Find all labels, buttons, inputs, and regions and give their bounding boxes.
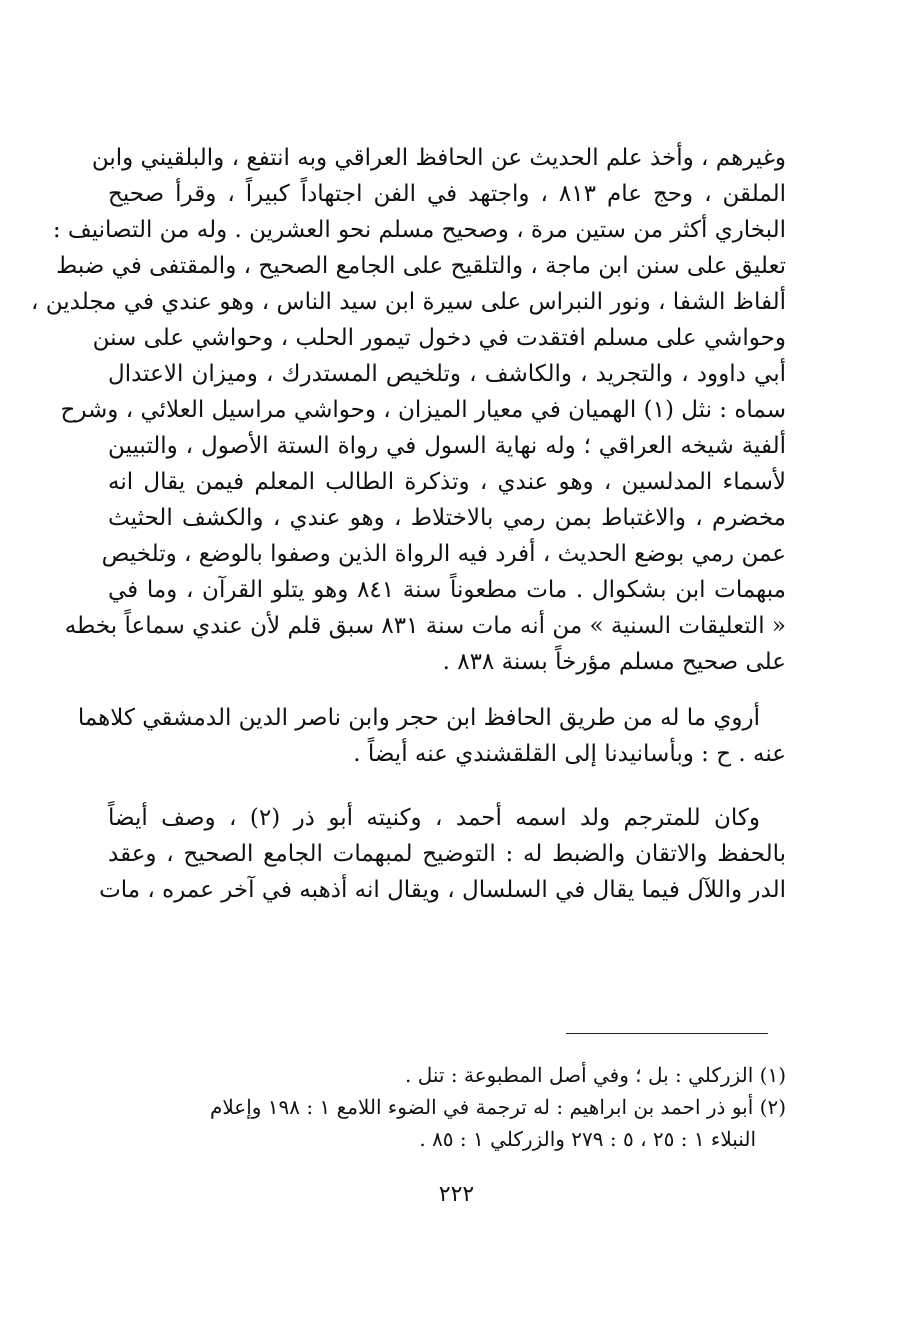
text-line: ألفية شيخه العراقي ؛ وله نهاية السول في رواة الستة الأصول ، والتبيين	[108, 433, 786, 459]
footnote-2: (٢) أبو ذر احمد بن ابراهيم : له ترجمة في الضوء اللامع ١ : ١٩٨ وإعلام	[209, 1095, 786, 1119]
text-line: وحواشي على مسلم افتقدت في دخول تيمور الحلب ، وحواشي على سنن	[92, 325, 786, 351]
text-line: البخاري أكثر من ستين مرة ، وصحيح مسلم نحو العشرين . وله من التصانيف :	[52, 217, 786, 243]
footnote-separator	[566, 1033, 768, 1034]
text-line: على صحيح مسلم مؤرخاً بسنة ٨٣٨ .	[442, 649, 786, 675]
text-line: عنه . ح : وبأسانيدنا إلى القلقشندي عنه أيضاً .	[353, 741, 786, 767]
text-line: بالحفظ والاتقان والضبط له : التوضيح لمبهمات الجامع الصحيح ، وعقد	[108, 841, 786, 867]
text-line: مبهمات ابن بشكوال . مات مطعوناً سنة ٨٤١ وهو يتلو القرآن ، وما في	[108, 577, 786, 603]
text-line: مخضرم ، والاغتباط بمن رمي بالاختلاط ، وهو عندي ، والكشف الحثيث	[108, 505, 786, 531]
text-line: تعليق على سنن ابن ماجة ، والتلقيح على الجامع الصحيح ، والمقتفى في ضبط	[56, 253, 786, 279]
text-line: أبي داوود ، والتجريد ، والكاشف ، وتلخيص المستدرك ، وميزان الاعتدال	[108, 361, 786, 387]
footnote-1: (١) الزركلي : بل ؛ وفي أصل المطبوعة : تنل .	[405, 1063, 786, 1087]
text-line: « التعليقات السنية » من أنه مات سنة ٨٣١ سبق قلم لأن عندي سماعاً بخطه	[64, 613, 786, 639]
page-number: ٢٢٢	[438, 1182, 475, 1207]
text-line: الملقن ، وحج عام ٨١٣ ، واجتهد في الفن اجتهاداً كبيراً ، وقرأ صحيح	[108, 181, 786, 207]
text-line: ألفاظ الشفا ، ونور النبراس على سيرة ابن سيد الناس ، وهو عندي في مجلدين ،	[31, 289, 786, 315]
text-line: عمن رمي بوضع الحديث ، أفرد فيه الرواة الذين وصفوا بالوضع ، وتلخيص	[101, 541, 786, 567]
footnote-2-continued: النبلاء ١ : ٢٥ ، ٥ : ٢٧٩ والزركلي ١ : ٨٥ .	[419, 1127, 756, 1151]
text-line: الدر واللآل فيما يقال في السلسال ، ويقال انه أذهبه في آخر عمره ، مات	[99, 877, 786, 903]
text-line: لأسماء المدلسين ، وهو عندي ، وتذكرة الطالب المعلم فيمن يقال انه	[108, 469, 786, 495]
text-line: أروي ما له من طريق الحافظ ابن حجر وابن ناصر الدين الدمشقي كلاهما	[77, 705, 760, 731]
text-line: سماه : نثل (١) الهميان في معيار الميزان ، وحواشي مراسيل العلائي ، وشرح	[60, 397, 786, 423]
text-line: وكان للمترجم ولد اسمه أحمد ، وكنيته أبو ذر (٢) ، وصف أيضاً	[108, 805, 760, 831]
text-line: وغيرهم ، وأخذ علم الحديث عن الحافظ العراقي وبه انتفع ، والبلقيني وابن	[91, 145, 786, 171]
